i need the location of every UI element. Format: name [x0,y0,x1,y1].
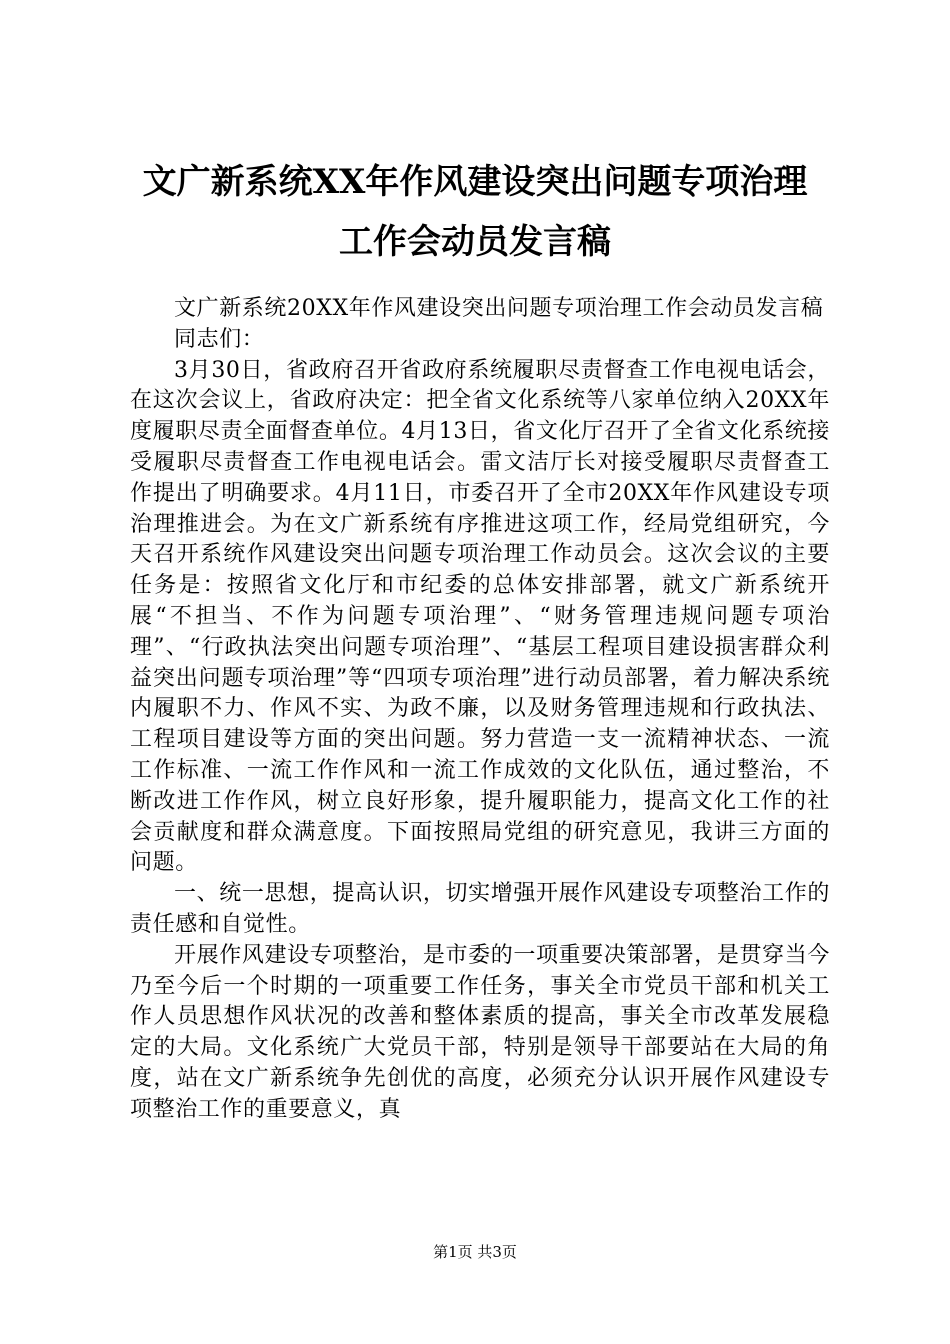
document-title-line-2: 工作会动员发言稿 [339,222,611,262]
document-body [130,294,830,1126]
paragraph-subtitle: 文广新系统20XX年作风建设突出问题专项治理工作会动员发言稿 [174,296,824,321]
paragraph-background: 3月30日，省政府召开省政府系统履职尽责督查工作电视电话会，在这次会议上，省政府决定：把全省文化系统等八家单位纳入20XX年度履职尽责全面督查单位。4月13日，省文化厅召开了全省文化系统接受履职尽责督查工作电视电话会。雷文洁厅长对接受履职尽责督查工作提出了明确要求。4月11日，市委召开了全市20XX年作风建设专项治理推进会。为在文广新系统有序推进这项工作，经局党组研究，今天召开系统作风建设突出问题专项治理工作动员会。这次会议的主要任务是：按照省文化厅和市纪委的总体安排部署，就文广新系统开展“不担当、不作为问题专项治理”、“财务管理违规问题专项治理”、“行政执法突出问题专项治理”、“基层工程项目建设损害群众利益突出问题专项治理”等“四项专项治理”进行动员部署，着力解决系统内履职不力、作风不实、为政不廉，以及财务管理违规和行政执法、工程项目建设等方面的突出问题。努力营造一支一流精神状态、一流工作标准、一流工作作风和一流工作成效的文化队伍，通过整治，不断改进工作作风，树立良好形象，提升履职能力，提高文化工作的社会贡献度和群众满意度。下面按照局党组的研究意见，我讲三方面的问题。 [130,357,830,876]
paragraph-section-body-1: 开展作风建设专项整治，是市委的一项重要决策部署，是贯穿当今乃至今后一个时期的一项重要工作任务，事关全市党员干部和机关工作人员思想作风状况的改善和整体素质的提高，事关全市改革发展稳定的大局。文化系统广大党员干部，特别是领导干部要站在大局的角度，站在文广新系统争先创优的高度，必须充分认识开展作风建设专项整治工作的重要意义，真 [130,942,830,1122]
document-title-line-1: 文广新系统XX年作风建设突出问题专项治理 [142,162,808,202]
page-number-footer: 第1页 共3页 [433,1243,517,1261]
paragraph-section-heading-1: 一、统一思想，提高认识，切实增强开展作风建设专项整治工作的责任感和自觉性。 [130,881,830,937]
paragraph-salutation: 同志们： [174,326,265,352]
